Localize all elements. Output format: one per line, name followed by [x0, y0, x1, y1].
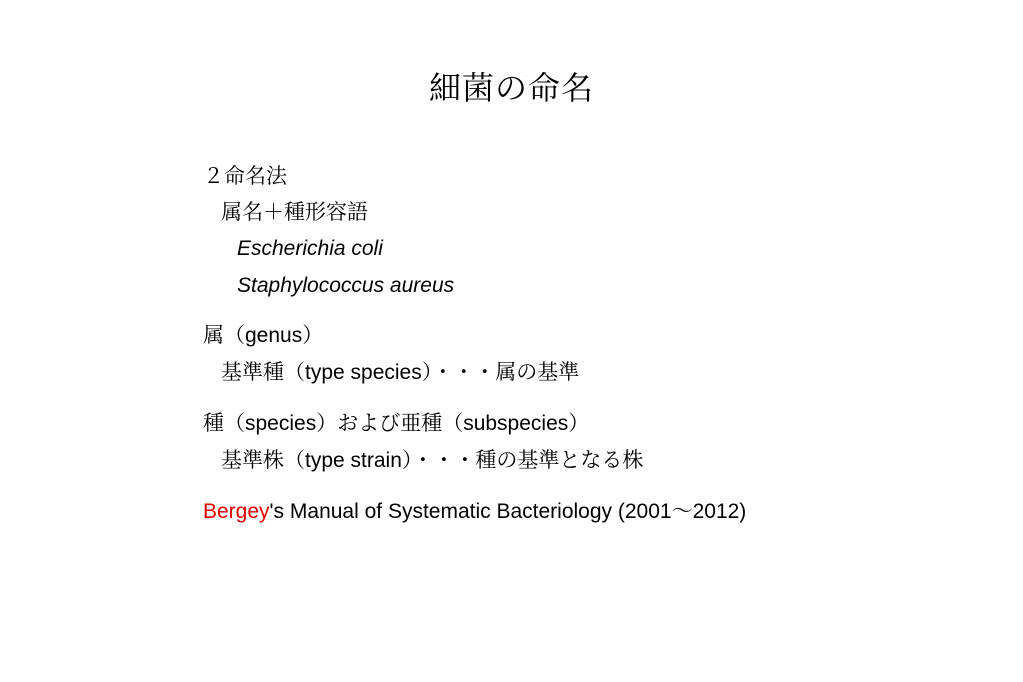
example-species-2: Staphylococcus aureus [237, 274, 455, 297]
genus-detail: 基準種（type species）・・・属の基準 [221, 361, 580, 384]
genus-heading: 属（genus） [203, 324, 324, 347]
species-detail: 基準株（type strain）・・・種の基準となる株 [221, 449, 644, 472]
example-species-1: Escherichia coli [237, 237, 383, 260]
reference-highlight: Bergey [203, 500, 270, 523]
binomial-formula: 属名＋種形容語 [221, 201, 368, 224]
reference-line [203, 498, 746, 526]
slide-title: 細菌の命名 [428, 70, 594, 106]
reference-rest: 's Manual of Systematic Bacteriology (2001～2012) [269, 500, 747, 523]
species-heading: 種（species）および亜種（subspecies） [203, 412, 590, 435]
binomial-heading: ２命名法 [203, 165, 287, 188]
